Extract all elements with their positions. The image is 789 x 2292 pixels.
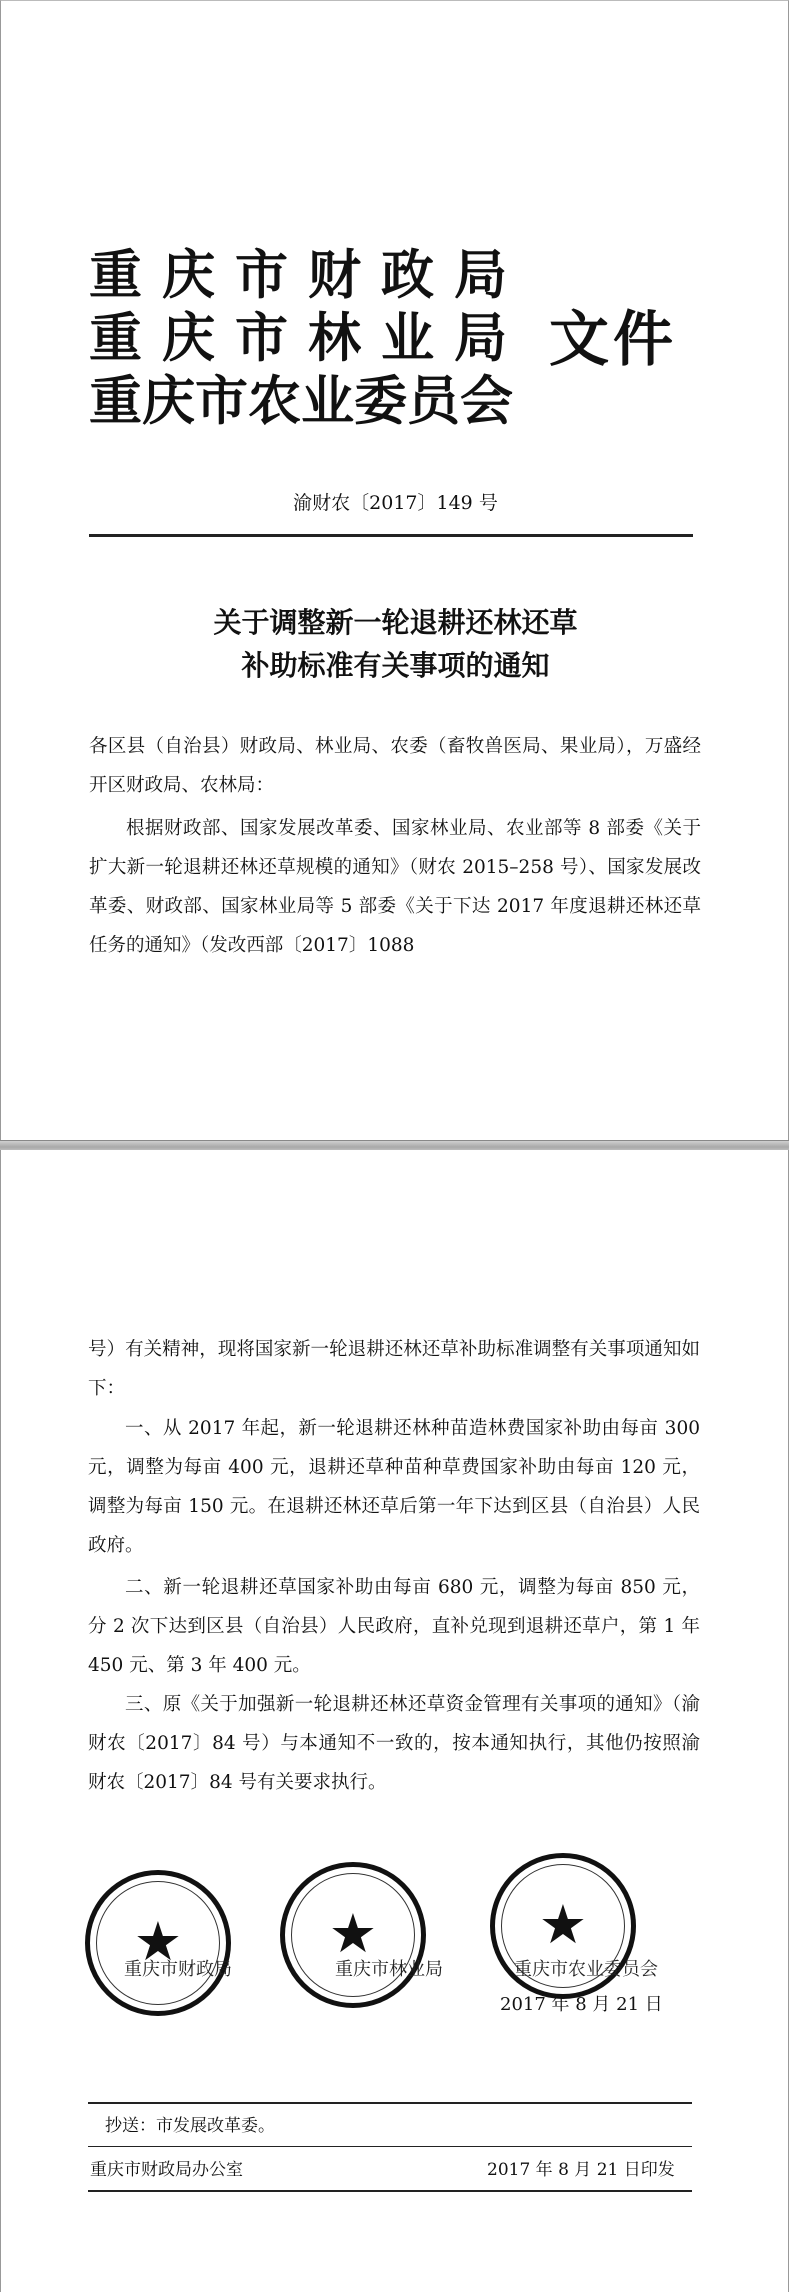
star-icon: ★	[133, 1910, 183, 1973]
star-icon: ★	[328, 1902, 378, 1965]
addressee: 各区县（自治县）财政局、林业局、农委（畜牧兽医局、果业局），万盛经开区财政局、农林局：	[89, 736, 701, 796]
issuer-agriculture-committee: 重庆市农业委员会	[89, 371, 513, 432]
body-paragraph-1: 根据财政部、国家发展改革委、国家林业局、农业部等 8 部委《关于扩大新一轮退耕还林还草规模的通知》（财农 2015–258 号）、国家发展改革委、财政部、国家林业局等 5 部委《关于下达 2017 年度退耕还林还草任务的通知》（发改西部〔2017〕1088	[89, 818, 701, 956]
issuer-finance-bureau: 重庆市财政局	[89, 245, 527, 306]
footer-rule-top	[88, 2102, 692, 2104]
signature-finance: 重庆市财政局	[124, 1959, 232, 1980]
body-item-2: 二、新一轮退耕还草国家补助由每亩 680 元，调整为每亩 850 元，分 2 次下达到区县（自治县）人民政府，直补兑现到退耕还草户，第 1 年 450 元、第 3 年 400 元。	[88, 1577, 700, 1676]
signature-agriculture: 重庆市农业委员会	[514, 1959, 658, 1980]
star-icon: ★	[538, 1893, 588, 1956]
footer-rule-middle	[88, 2146, 692, 2147]
body-paragraph-1-continued: 号）有关精神，现将国家新一轮退耕还林还草补助标准调整有关事项通知如下：	[88, 1339, 700, 1399]
document-page-1	[0, 0, 789, 1145]
issuing-office: 重庆市财政局办公室	[90, 2160, 243, 2180]
signing-date: 2017 年 8 月 21 日	[500, 1994, 663, 2015]
document-number: 渝财农〔2017〕149 号	[293, 492, 498, 514]
signature-forestry: 重庆市林业局	[335, 1959, 443, 1980]
print-date: 2017 年 8 月 21 日印发	[487, 2160, 675, 2180]
footer-rule-bottom	[88, 2190, 692, 2192]
header-divider	[89, 534, 693, 537]
body-item-1: 一、从 2017 年起，新一轮退耕还林种苗造林费国家补助由每亩 300 元，调整为每亩 400 元，退耕还草种苗种草费国家补助由每亩 120 元，调整为每亩 150 元。在退耕还林还草后第一年下达到区县（自治县）人民政府。	[88, 1418, 700, 1556]
body-item-3: 三、原《关于加强新一轮退耕还林还草资金管理有关事项的通知》（渝财农〔2017〕84 号）与本通知不一致的，按本通知执行，其他仍按照渝财农〔2017〕84 号有关要求执行。	[88, 1694, 700, 1793]
issuer-forestry-bureau: 重庆市林业局	[89, 308, 527, 369]
notice-title-line-1: 关于调整新一轮退耕还林还草	[213, 606, 578, 639]
cc-line: 抄送：市发展改革委。	[105, 2116, 275, 2136]
official-seal-finance	[85, 1870, 231, 2016]
notice-title-line-2: 补助标准有关事项的通知	[241, 649, 550, 682]
official-seal-forestry	[280, 1862, 426, 2008]
document-label: 文件	[549, 305, 677, 375]
document-header	[89, 246, 729, 446]
